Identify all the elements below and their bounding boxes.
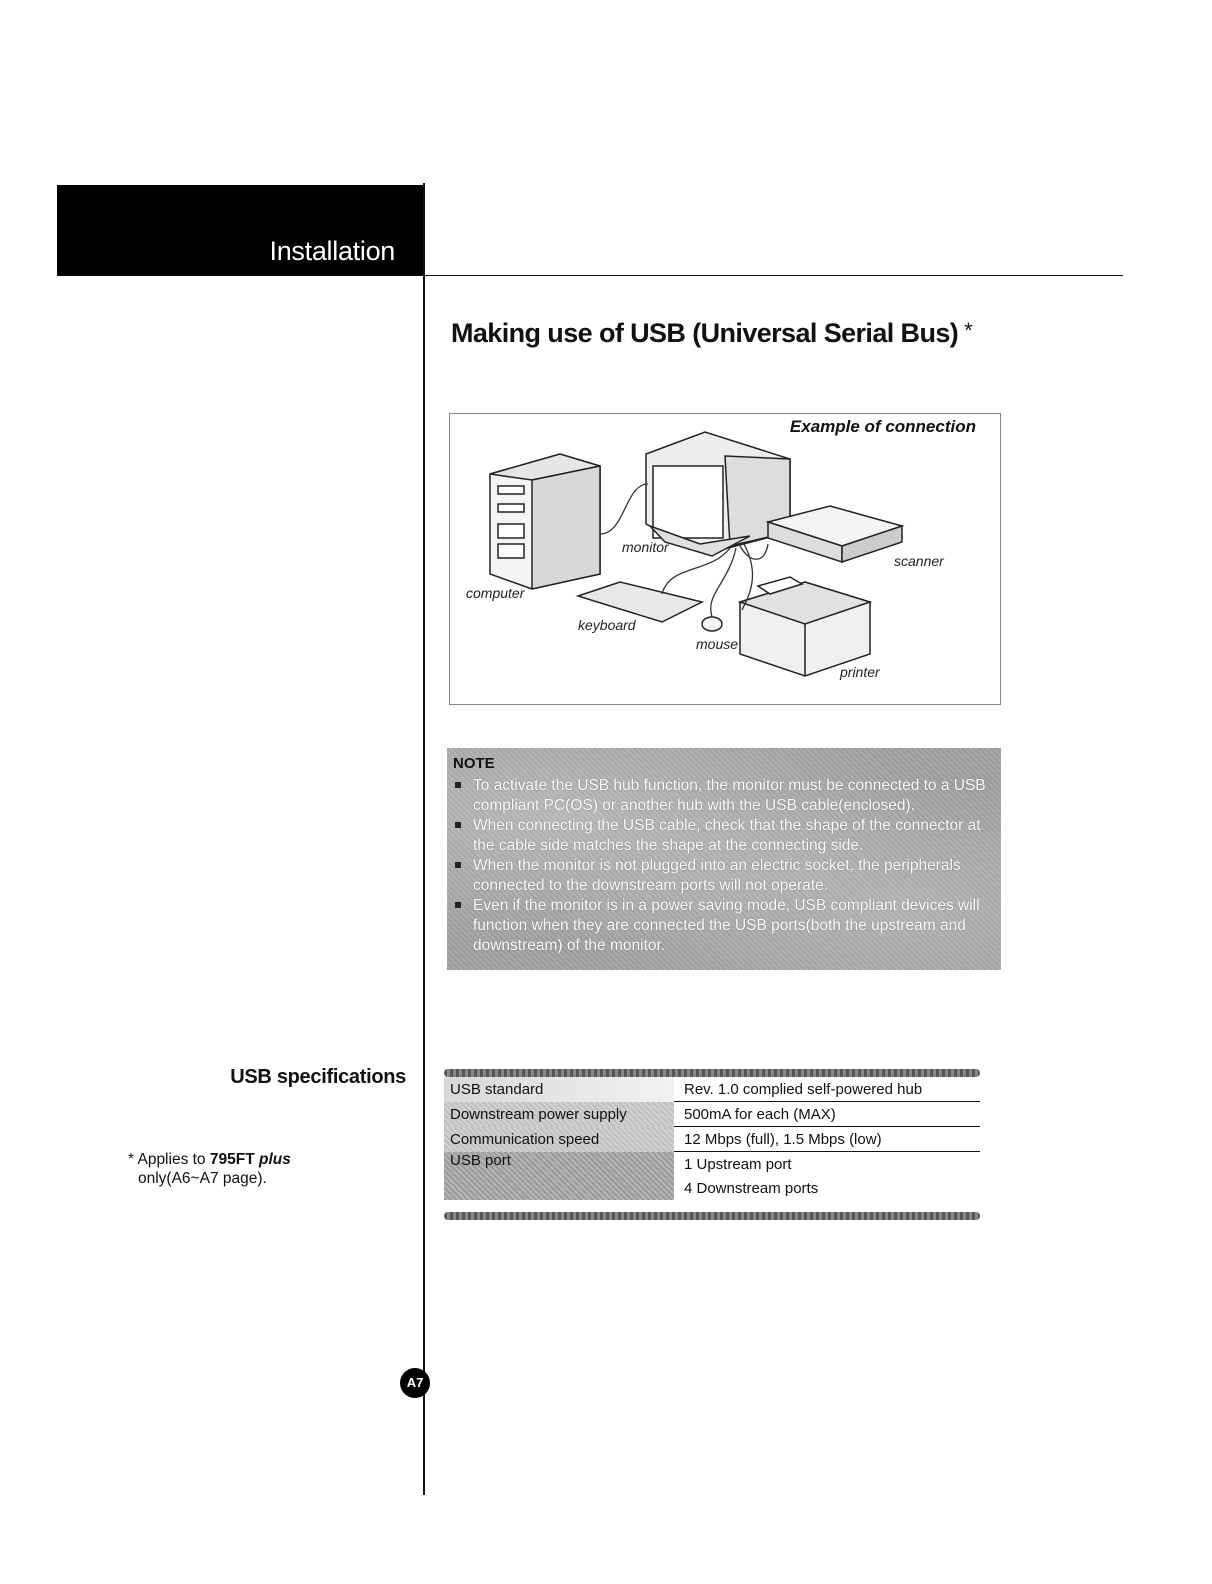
vertical-rule (423, 183, 425, 1495)
note-item: Even if the monitor is in a power saving mode, USB compliant devices will function when they are connected the USB ports(both the upstream and downstream) of the monitor. (455, 896, 995, 956)
spec-value: Rev. 1.0 complied self-powered hub (674, 1077, 980, 1102)
usb-specifications-heading: USB specifications (230, 1066, 406, 1088)
note-title: NOTE (453, 755, 495, 772)
table-bottom-bar (444, 1212, 980, 1220)
spec-value: 4 Downstream ports (684, 1179, 819, 1197)
table-row (444, 1102, 980, 1127)
table-row (444, 1077, 980, 1102)
spec-key: USB port (444, 1152, 674, 1201)
page-number-badge: A7 (400, 1368, 430, 1398)
model-suffix: plus (258, 1151, 291, 1168)
header-bar (57, 185, 423, 275)
note-item: When connecting the USB cable, check that the shape of the connector at the cable side matches the shape at the connecting side. (455, 816, 995, 856)
note-box (447, 748, 1001, 970)
label-mouse: mouse (696, 636, 739, 652)
spec-value: 500mA for each (MAX) (674, 1102, 980, 1127)
label-computer: computer (466, 585, 525, 601)
label-scanner: scanner (894, 553, 944, 569)
bullet-icon (455, 902, 461, 908)
label-printer: printer (840, 664, 880, 680)
bullet-icon (455, 822, 461, 828)
spec-value: 12 Mbps (full), 1.5 Mbps (low) (674, 1127, 980, 1152)
figure-caption: Example of connection (789, 417, 976, 436)
note-list (455, 776, 995, 956)
label-keyboard: keyboard (578, 617, 636, 633)
note-item: To activate the USB hub function, the monitor must be connected to a USB compliant PC(OS) or another hub with the USB cable(enclosed). (455, 776, 995, 816)
spec-value: 1 Upstream port (684, 1155, 792, 1173)
footnote-line2: only(A6~A7 page). (138, 1170, 267, 1187)
horizontal-rule (57, 275, 1123, 276)
footnote: * Applies to 795FT plus only(A6~A7 page). (128, 1151, 291, 1187)
section-title: Installation (269, 236, 395, 266)
label-monitor: monitor (622, 539, 669, 555)
table-row (444, 1152, 980, 1177)
bullet-icon (455, 862, 461, 868)
spec-key: Communication speed (444, 1127, 674, 1152)
page-title-text: Making use of USB (Universal Serial Bus) (451, 318, 959, 348)
spec-key: USB standard (444, 1077, 674, 1102)
table-top-bar (444, 1069, 980, 1077)
connection-figure (449, 413, 1001, 705)
table-row (444, 1127, 980, 1152)
spec-key: Downstream power supply (444, 1102, 674, 1127)
model-name: 795FT (209, 1151, 255, 1168)
page-title (451, 318, 972, 349)
spec-table (444, 1077, 980, 1200)
title-mark: * (964, 318, 973, 343)
usb-spec-table (444, 1069, 980, 1219)
bullet-icon (455, 782, 461, 788)
note-item: When the monitor is not plugged into an electric socket, the peripherals connected to the downstream ports will not operate. (455, 856, 995, 896)
